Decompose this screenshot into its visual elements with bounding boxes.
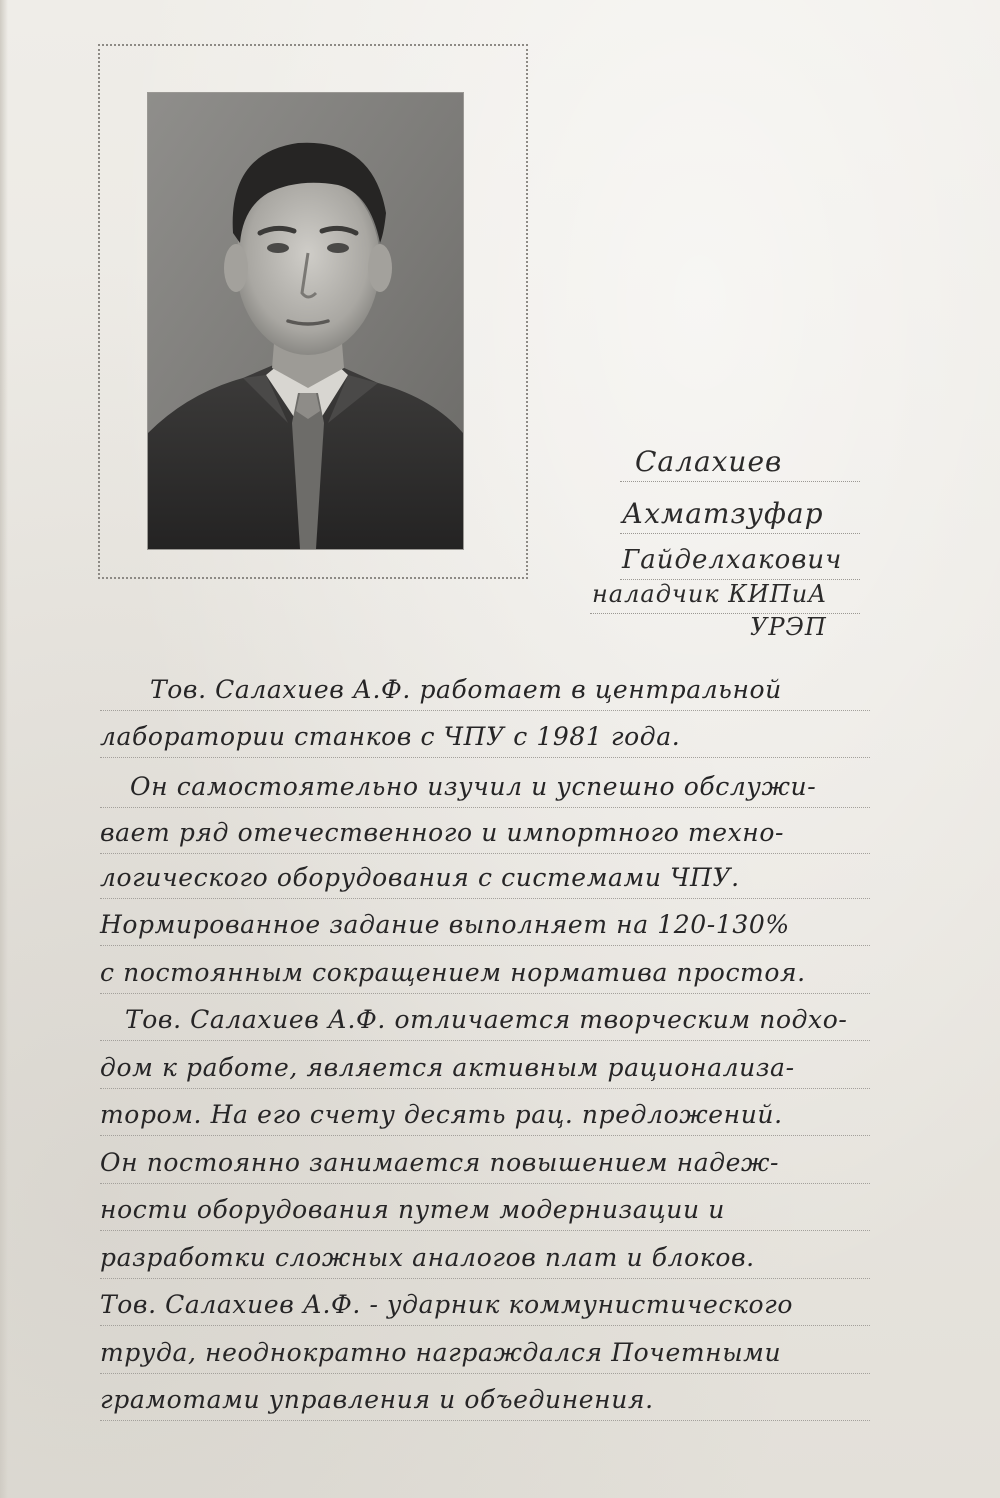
text-line: разработки сложных аналогов плат и блоков. — [100, 1243, 755, 1272]
ruled-line — [100, 853, 870, 854]
employee-first-name: Ахматзуфар — [622, 497, 824, 530]
ruled-line — [100, 898, 870, 899]
ruled-line — [100, 1088, 870, 1089]
ruled-line — [100, 1420, 870, 1421]
employee-info-block — [560, 445, 860, 645]
text-line: дом к работе, является активным рационализа- — [100, 1053, 795, 1082]
text-line: Тов. Салахиев А.Ф. работает в центральной — [150, 675, 782, 704]
text-line: Тов. Салахиев А.Ф. отличается творческим подхо- — [125, 1005, 848, 1034]
ruled-line — [100, 757, 870, 758]
text-line: логического оборудования с системами ЧПУ. — [100, 863, 740, 892]
text-line: Он постоянно занимается повышением надеж- — [100, 1148, 780, 1177]
portrait-photo — [148, 93, 463, 549]
ruled-line — [100, 1183, 870, 1184]
ruled-line — [100, 1040, 870, 1041]
employee-position: наладчик КИПиА — [592, 580, 828, 608]
text-line: труда, неоднократно награждался Почетными — [100, 1338, 782, 1367]
text-line: грамотами управления и объединения. — [100, 1385, 654, 1414]
text-line: с постоянным сокращением норматива простоя. — [100, 958, 806, 987]
employee-surname: Салахиев — [635, 445, 783, 478]
employee-patronymic: Гайделхакович — [622, 545, 843, 575]
ruled-line — [100, 1135, 870, 1136]
employee-department: УРЭП — [750, 613, 827, 641]
ruled-line — [100, 710, 870, 711]
ruled-line — [620, 481, 860, 482]
paper-edge-shadow — [0, 0, 8, 1498]
text-line: ности оборудования путем модернизации и — [100, 1195, 725, 1224]
text-line: Тов. Салахиев А.Ф. - ударник коммунистического — [100, 1290, 794, 1319]
ruled-line — [100, 993, 870, 994]
ruled-line — [620, 533, 860, 534]
ruled-line — [100, 807, 870, 808]
text-line: Он самостоятельно изучил и успешно обслужи- — [130, 772, 817, 801]
ruled-line — [100, 945, 870, 946]
text-line: вает ряд отечественного и импортного техно- — [100, 818, 785, 847]
ruled-line — [100, 1230, 870, 1231]
handwritten-text — [100, 660, 900, 1460]
ruled-line — [100, 1325, 870, 1326]
ruled-line — [100, 1278, 870, 1279]
text-line: Нормированное задание выполняет на 120-130% — [100, 910, 790, 939]
text-line: тором. На его счету десять рац. предложений. — [100, 1100, 783, 1129]
ruled-line — [100, 1373, 870, 1374]
portrait-image — [148, 93, 463, 549]
text-line: лаборатории станков с ЧПУ с 1981 года. — [100, 722, 681, 751]
